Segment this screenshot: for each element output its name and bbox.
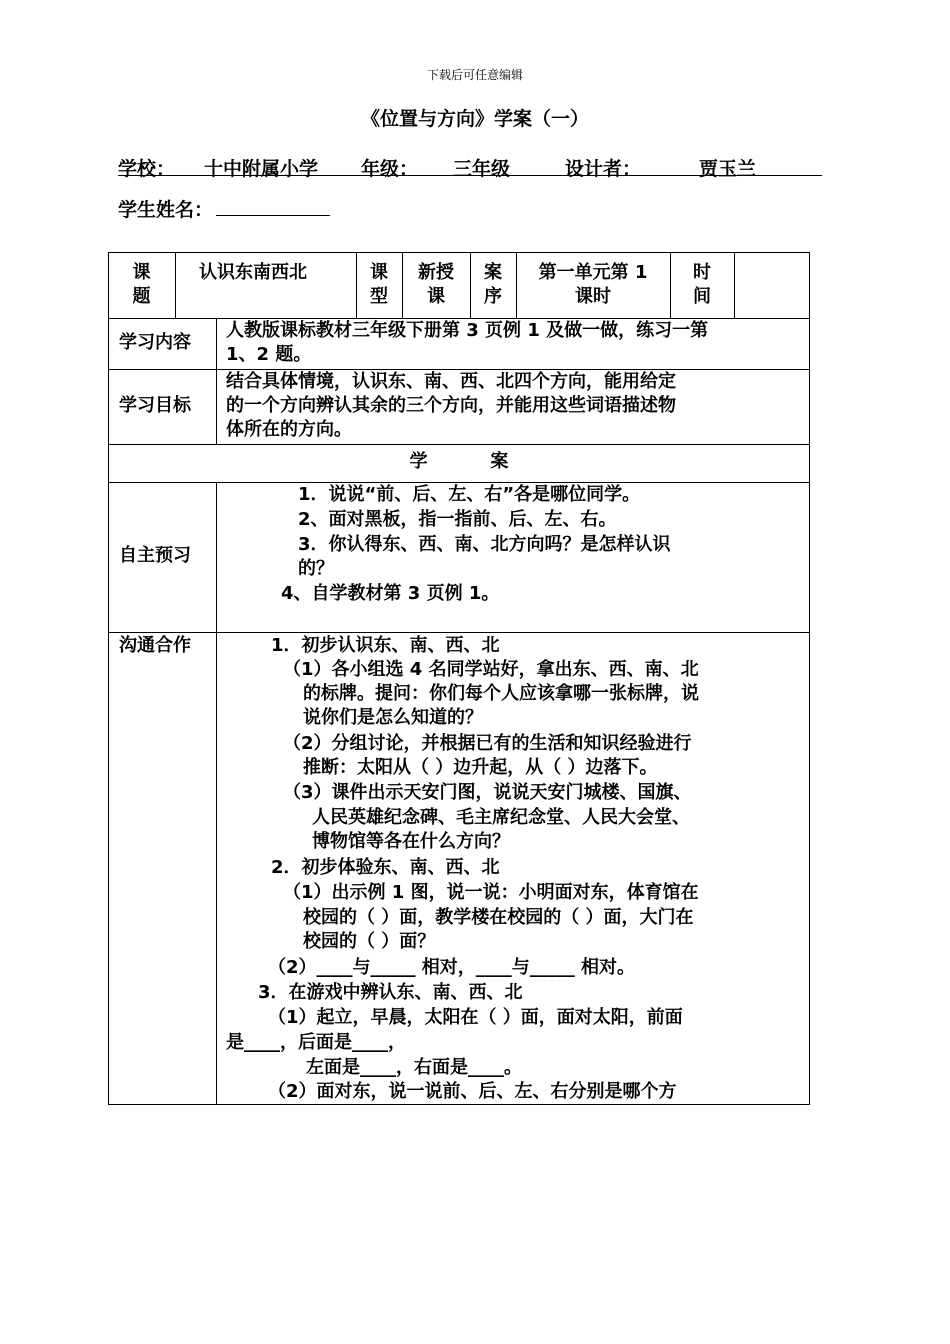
order-value-line: 第一单元第 1 [538,262,648,283]
order-value-line: 课时 [575,286,611,307]
preview-line: 2、面对黑板，指一指前、后、左、右。 [298,509,617,530]
topic-label-line: 题 [132,286,151,307]
content-label: 学习内容 [119,332,191,353]
type-value [402,261,470,309]
coop-line: （1）各小组选 4 名同学站好，拿出东、西、南、北 [283,659,699,680]
goal-text [226,370,676,442]
table-border-left [108,252,109,1105]
document-title: 《位置与方向》学案（一） [360,108,589,130]
time-label-line: 时 [693,262,711,283]
coop-line: 推断：太阳从（ ）边升起，从（ ）边落下。 [303,757,658,778]
coop-line: 是____，后面是____， [226,1032,406,1053]
coop-line: 说你们是怎么知道的？ [303,707,483,728]
table-border-top [108,252,810,253]
table-rule [108,632,810,633]
student-name-label: 学生姓名： [118,199,214,221]
meta-underline [118,175,822,176]
coop-line: （3）课件出示天安门图，说说天安门城楼、国旗、 [283,782,692,803]
top-note: 下载后可任意编辑 [426,68,523,82]
order-label [470,261,516,309]
goal-line: 体所在的方向。 [226,419,352,440]
goal-label: 学习目标 [119,395,191,416]
content-line: 1、2 题。 [226,344,312,365]
coop-line: （2）分组讨论，并根据已有的生活和知识经验进行 [283,733,692,754]
coop-line: 3．在游戏中辨认东、南、西、北 [258,982,523,1003]
designer-value: 贾玉兰 [699,158,757,180]
student-name-blank[interactable] [216,215,330,216]
school-label: 学校： [118,158,176,180]
table-rule [108,444,810,445]
table-rule [175,252,176,318]
coop-line: （1）起立，早晨，太阳在（ ）面，面对太阳，前面 [268,1007,683,1028]
topic-label-line: 课 [132,262,151,283]
goal-line: 结合具体情境，认识东、南、西、北四个方向，能用给定 [226,371,676,392]
plan-header: 学 案 [409,451,509,472]
preview-line: 3．你认得东、西、南、北方向吗？是怎样认识 [298,534,671,555]
coop-line: 左面是____，右面是____。 [306,1057,522,1078]
goal-line: 的一个方向辨认其余的三个方向，并能用这些词语描述物 [226,395,676,416]
type-value-line: 新授 [418,262,454,283]
type-value-line: 课 [427,286,445,307]
topic-label [108,261,175,309]
type-label [356,261,402,309]
coop-line: 校园的（ ）面？ [303,931,436,952]
time-label [670,261,734,309]
order-label-line: 案 [484,262,502,283]
preview-line: 4、自学教材第 3 页例 1。 [281,583,500,604]
designer-label: 设计者： [565,158,642,180]
coop-line: 校园的（ ）面，教学楼在校园的（ ）面，大门在 [303,907,694,928]
table-rule [734,252,735,318]
type-label-line: 型 [370,286,388,307]
preview-label: 自主预习 [119,545,191,566]
grade-value: 三年级 [453,158,511,180]
school-value: 十中附属小学 [204,158,319,180]
type-label-line: 课 [370,262,388,283]
table-border-right [809,252,810,1105]
preview-line: 的？ [298,558,334,579]
order-value [516,261,670,309]
content-text [226,319,708,367]
table-border-bottom [108,1104,810,1105]
coop-line: 博物馆等各在什么方向？ [312,831,510,852]
coop-line: 1．初步认识东、南、西、北 [271,635,500,656]
content-line: 人教版课标教材三年级下册第 3 页例 1 及做一做，练习一第 [226,320,709,341]
coop-label: 沟通合作 [119,635,191,656]
coop-line: 人民英雄纪念碑、毛主席纪念堂、人民大会堂、 [312,807,690,828]
table-rule [216,318,217,444]
coop-line: （2）____与_____ 相对，____与_____ 相对。 [268,957,636,978]
lesson-table [108,252,810,1105]
grade-label: 年级： [361,158,419,180]
time-label-line: 间 [693,286,711,307]
coop-line: （2）面对东，说一说前、后、左、右分别是哪个方 [268,1081,677,1102]
table-rule [216,482,217,1104]
coop-line: 2．初步体验东、南、西、北 [271,857,500,878]
topic-value: 认识东南西北 [199,262,307,283]
coop-line: 的标牌。提问：你们每个人应该拿哪一张标牌，说 [303,683,699,704]
order-label-line: 序 [484,286,502,307]
coop-line: （1）出示例 1 图，说一说：小明面对东，体育馆在 [283,882,699,903]
preview-line: 1．说说“前、后、左、右”各是哪位同学。 [298,484,641,505]
